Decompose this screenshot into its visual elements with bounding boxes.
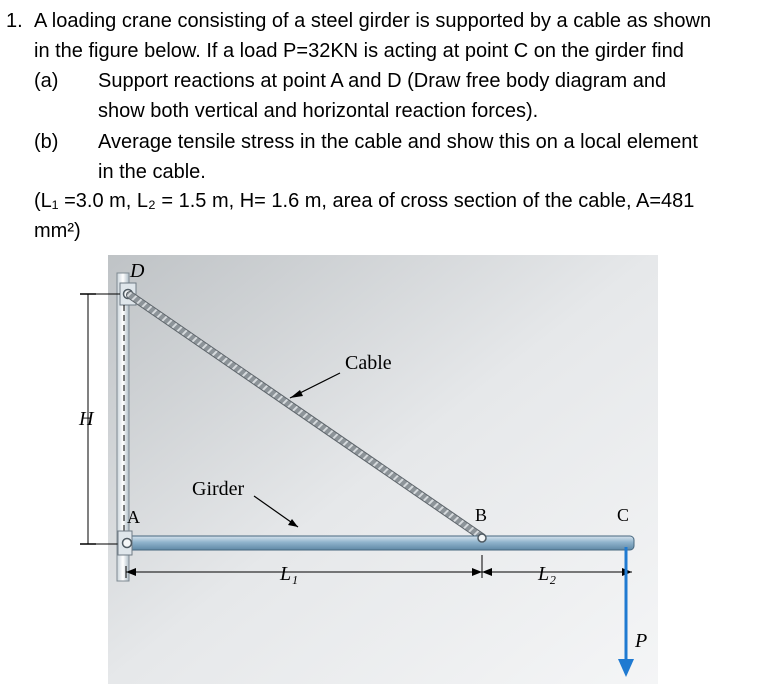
stem-line-1: A loading crane consisting of a steel girder is supported by a cable as shown [34, 10, 712, 32]
label-d: D [130, 260, 145, 282]
given-line-2: mm²) [34, 220, 81, 242]
label-c: C [617, 505, 630, 525]
label-l2: L₂ [538, 563, 557, 585]
part-a-label: (a) [34, 70, 59, 92]
label-h: H [79, 408, 94, 430]
label-l1: L₁ [280, 563, 299, 585]
pin-a [123, 539, 132, 548]
pin-b [478, 534, 486, 542]
label-b: B [475, 505, 488, 525]
label-cable: Cable [345, 352, 392, 374]
part-b-line-2: in the cable. [98, 161, 206, 183]
label-p: P [635, 630, 648, 652]
stem-line-2: in the figure below. If a load P=32KN is acting at point C on the girder find [34, 40, 684, 62]
given-line-1: (L₁ =3.0 m, L₂ = 1.5 m, H= 1.6 m, area of cross section of the cable, A=481 [34, 190, 695, 212]
problem-number: 1. [6, 10, 23, 32]
part-b-line-1: Average tensile stress in the cable and show this on a local element [98, 131, 698, 153]
part-a-line-1: Support reactions at point A and D (Draw free body diagram and [98, 70, 667, 92]
girder [126, 536, 634, 550]
label-a: A [127, 507, 140, 527]
part-b-label: (b) [34, 131, 59, 153]
label-girder: Girder [192, 478, 245, 500]
crane-figure [79, 255, 658, 684]
part-a-line-2: show both vertical and horizontal reaction forces). [98, 100, 539, 122]
